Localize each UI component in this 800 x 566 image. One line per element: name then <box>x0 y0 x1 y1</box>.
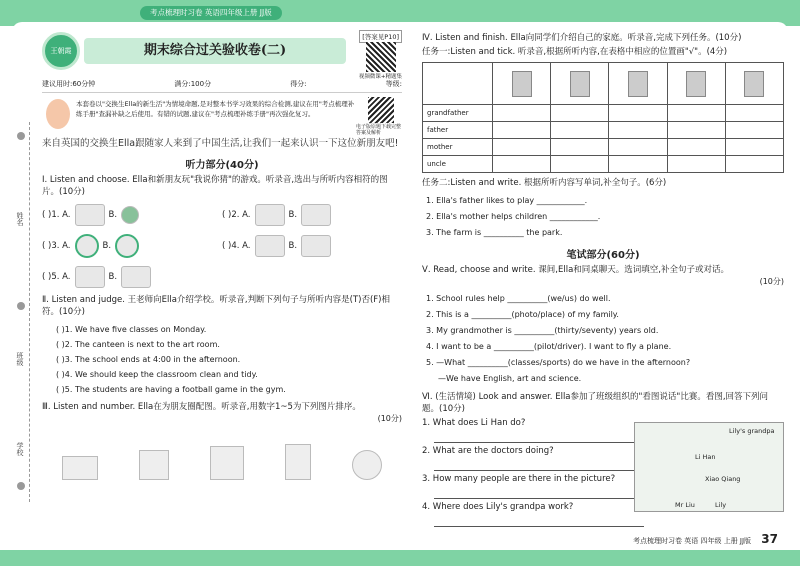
hole-dot <box>17 482 25 490</box>
question-3-pictures <box>42 440 402 480</box>
page-number: 37 <box>761 532 778 546</box>
table-row: father <box>423 122 784 139</box>
notice-text: 本套卷以"交换生Ella的新生活"为情境命题,是对整本书学习效果的综合检测,建议在用"考点梳理补练手册"查漏补缺之后使用。有错的试题,建议在"考点梳理补练手册"再次强化复习。 <box>76 100 355 118</box>
judge-item[interactable]: ( )1. We have five classes on Monday. <box>56 325 207 334</box>
footer-text: 考点梳理时习卷 英语 四年级 上册 JJ版 <box>633 537 752 545</box>
kids-ball-image <box>121 266 151 288</box>
judge-item[interactable]: ( )4. We should keep the classroom clean and tidy. <box>56 370 258 379</box>
title-row <box>42 30 402 80</box>
table-col-box <box>609 63 667 105</box>
pic-option-row[interactable]: ( )3. A. B. <box>42 234 222 258</box>
score-label: 得分: <box>290 80 307 88</box>
box-icon <box>628 71 648 97</box>
pie-chart-icon <box>744 71 764 97</box>
listening-title: 听力部分(40分) <box>185 160 259 171</box>
pic-option-row[interactable]: ( )2. A. B. <box>222 204 402 226</box>
table-row: grandfather <box>423 105 784 122</box>
table-row: uncle <box>423 156 784 173</box>
question-2-head: Ⅱ. Listen and judge. 王老师向Ella介绍学校。听录音,判断下列句子与所听内容是(T)否(F)相符。(10分) <box>42 295 390 317</box>
girl-playing-image <box>75 266 105 288</box>
table-row: mother <box>423 139 784 156</box>
chef-image <box>255 204 285 226</box>
street-scene-image <box>634 422 784 512</box>
building-image <box>210 446 244 480</box>
no-skating-sign-icon <box>75 234 99 258</box>
time-limit: 建议用时:60分钟 <box>42 80 96 88</box>
pencil-image <box>139 450 169 480</box>
family-small-image <box>255 235 285 257</box>
table-col-bag <box>667 63 725 105</box>
scene-label: Li Han <box>695 453 716 461</box>
tick-table <box>422 62 784 173</box>
question-item: 1. What does Li Han do? <box>422 418 526 428</box>
glass-icon <box>570 71 590 97</box>
qr-code-icon[interactable] <box>368 97 394 123</box>
question-4-head: Ⅳ. Listen and finish. Ella向同学们介绍自己的家庭。听录音,完成下列任务。(10分) <box>422 33 742 43</box>
qr-code-icon[interactable] <box>366 42 396 72</box>
dialogue-reply: —We have English, art and science. <box>438 374 582 383</box>
fill-item[interactable]: 2. This is a __________(photo/place) of my family. <box>426 310 619 319</box>
pic-option-row[interactable]: ( )5. A. B. <box>42 266 222 288</box>
fill-item[interactable]: 3. My grandmother is __________(thirty/seventy) years old. <box>426 326 659 335</box>
question-item: 3. How many people are there in the picture? <box>422 474 616 484</box>
question-3-score: (10分) <box>377 414 402 423</box>
scene-label: Mr Liu <box>675 501 695 509</box>
hole-dot <box>17 132 25 140</box>
written-title: 笔试部分(60分) <box>566 250 640 261</box>
girl-standing-image <box>285 444 311 480</box>
question-5-head: Ⅴ. Read, choose and write. 课间,Ella和同桌聊天。选词填空,补全句子或对话。 <box>422 265 729 275</box>
full-score: 满分:100分 <box>174 80 212 88</box>
question-6-list <box>422 417 642 527</box>
margin-name-label: 姓名 <box>16 212 24 226</box>
intro-text: 来自英国的交换生Ella跟随家人来到了中国生活,让我们一起来认识一下这位新朋友吧! <box>42 138 399 149</box>
answer-line[interactable] <box>434 457 644 471</box>
margin-class-label: 班级 <box>16 352 24 366</box>
pic-option-row[interactable]: ( )1. A. B. <box>42 204 222 226</box>
girl-avatar-icon <box>46 99 70 129</box>
question-item: 2. What are the doctors doing? <box>422 446 554 456</box>
question-5-score: (10分) <box>759 277 784 286</box>
exam-page <box>12 22 788 552</box>
hole-dot <box>17 302 25 310</box>
qr-caption: 电子版原题下载完整答案及解析 <box>356 124 402 136</box>
fill-item[interactable]: 1. Ella's father likes to play ____________. <box>426 196 588 205</box>
bottom-band <box>0 550 800 566</box>
banner-text: 考点梳理时习卷 英语四年级上册 JJ版 <box>140 6 282 20</box>
scene-label: Lily <box>715 501 727 509</box>
task-2-head: 任务二:Listen and write. 根据所听内容写单词,补全句子。(6分) <box>422 178 667 188</box>
task-1-head: 任务一:Listen and tick. 听录音,根据所听内容,在表格中相应的位置画"√"。(4分) <box>422 47 728 57</box>
kids-game-image <box>62 456 98 480</box>
binding-margin <box>12 122 30 502</box>
answer-line[interactable] <box>434 429 644 443</box>
fill-item[interactable]: 3. The farm is __________ the park. <box>426 228 563 237</box>
judge-item[interactable]: ( )3. The school ends at 4:00 in the afternoon. <box>56 355 241 364</box>
table-col-pie <box>725 63 783 105</box>
scene-label: Lily's grandpa <box>729 427 775 435</box>
page-title: 期末综合过关验收卷(二) <box>84 38 346 64</box>
no-littering-sign-icon <box>352 450 382 480</box>
ball-image <box>121 206 139 224</box>
qr-caption: 视频微课+精题集 <box>358 74 402 80</box>
answer-page-ref: [答案见P10] <box>359 30 402 43</box>
lab-tools-image <box>75 204 105 226</box>
task-2-list <box>426 193 784 241</box>
pic-option-row[interactable]: ( )4. A. B. <box>222 234 402 258</box>
question-item: 4. Where does Lily's grandpa work? <box>422 502 574 512</box>
page-footer <box>633 532 778 546</box>
question-5-list <box>426 291 784 387</box>
fill-item[interactable]: 1. School rules help __________(we/us) do well. <box>426 294 611 303</box>
table-corner <box>423 63 493 105</box>
question-1-head: Ⅰ. Listen and choose. Ella和新朋友玩"我说你猜"的游戏。听录音,选出与所听内容相符的图片。(10分) <box>42 175 388 197</box>
judge-item[interactable]: ( )2. The canteen is next to the art room. <box>56 340 220 349</box>
margin-school-label: 学校 <box>16 442 24 456</box>
question-2-list <box>56 322 402 397</box>
judge-item[interactable]: ( )5. The students are having a football game in the gym. <box>56 385 286 394</box>
hammer-icon <box>512 71 532 97</box>
boy-image <box>301 204 331 226</box>
no-running-sign-icon <box>115 234 139 258</box>
notice-box <box>42 97 402 137</box>
table-col-hammer <box>493 63 551 105</box>
fill-item[interactable]: 4. I want to be a __________(pilot/driver). I want to fly a plane. <box>426 342 672 351</box>
fill-item[interactable]: 2. Ella's mother helps children ____________. <box>426 212 601 221</box>
answer-line[interactable] <box>434 513 644 527</box>
question-1-pictures <box>42 204 402 288</box>
fill-item[interactable]: 5. —What __________(classes/sports) do we have in the afternoon? <box>426 358 691 367</box>
scene-label: Xiao Qiang <box>705 475 741 483</box>
answer-line[interactable] <box>434 485 644 499</box>
family-large-image <box>301 235 331 257</box>
table-col-glass <box>551 63 609 105</box>
rank-label: 等级: <box>385 80 402 88</box>
question-6-head: Ⅵ. (生活情境) Look and answer. Ella参加了班级组织的"看图说话"比赛。看图,回答下列问题。(10分) <box>422 392 769 414</box>
bag-icon <box>686 71 706 97</box>
brand-logo: 王朝霞 <box>42 32 80 70</box>
question-3-head: Ⅲ. Listen and number. Ella在为朋友圈配图。听录音,用数字1~5为下列图片排序。 <box>42 402 361 412</box>
exam-meta <box>42 76 402 93</box>
left-column <box>42 30 402 480</box>
